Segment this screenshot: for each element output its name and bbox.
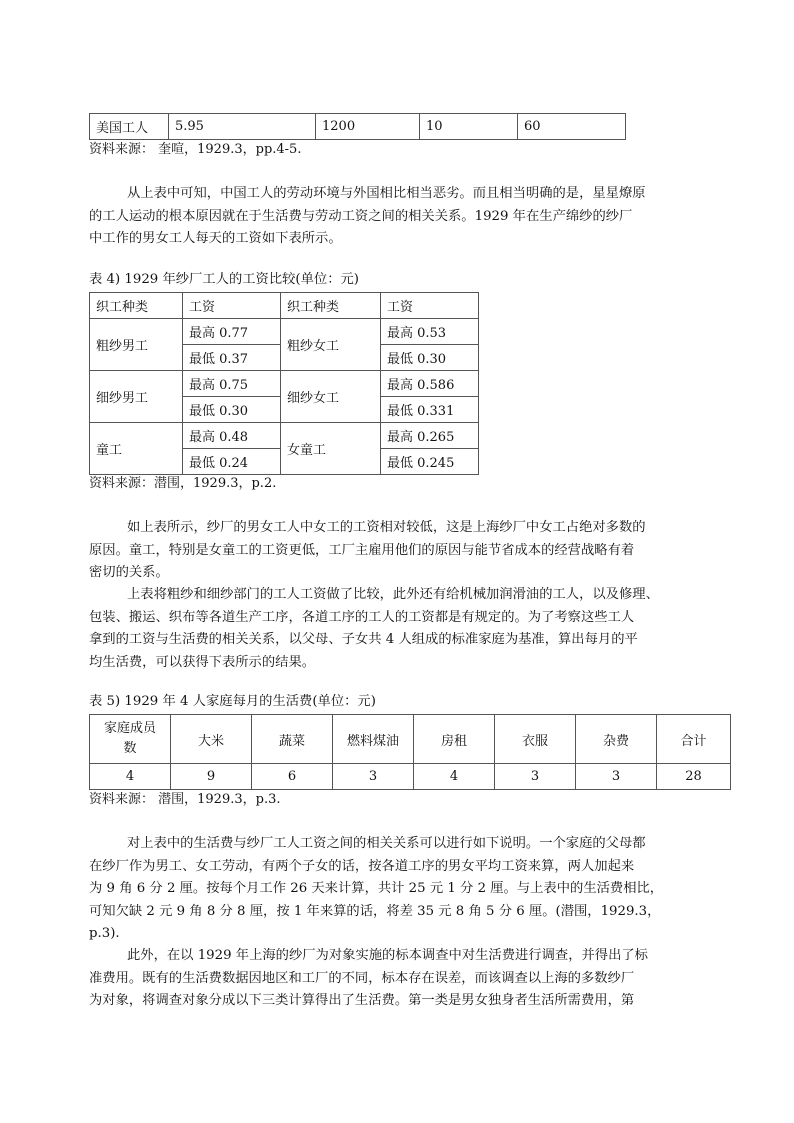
wage-comparison-table — [89, 292, 479, 475]
value-cell: 3 — [333, 764, 414, 790]
table-row — [90, 764, 731, 790]
worker-type-cell: 粗纱男工 — [90, 319, 183, 371]
paragraph-line: 对上表中的生活费与纱厂工人工资之间的相关关系可以进行如下说明。一个家庭的父母都 — [127, 836, 646, 851]
paragraph-line: 准费用。既有的生活费数据因地区和工厂的不同，标本存在误差，而该调查以上海的多数纱厂 — [89, 970, 635, 986]
header-cell: 工资 — [381, 293, 479, 319]
paragraph-line: 从上表中可知，中国工人的劳动环境与外国相比相当恶劣。而且相当明确的是，星星燎原 — [127, 186, 646, 201]
wage-cell: 最高 0.77 — [183, 319, 281, 345]
header-cell: 合计 — [657, 715, 731, 764]
wage-cell: 最低 0.245 — [381, 449, 479, 475]
wage-cell: 最高 0.75 — [183, 371, 281, 397]
header-line: 数 — [123, 741, 137, 756]
table-source: 资料来源： 潜围，1929.3，p.3. — [89, 792, 281, 807]
paragraph — [89, 584, 699, 674]
paragraph-line: 为对象，将调查对象分成以下三类计算得出了生活费。第一类是男女独身者生活所需费用，第 — [89, 993, 635, 1008]
wage-cell: 最低 0.331 — [381, 397, 479, 423]
table-cell: 60 — [518, 114, 626, 140]
table-row — [90, 371, 479, 397]
living-cost-table — [89, 714, 731, 790]
wage-cell: 最低 0.30 — [381, 345, 479, 371]
wage-cell: 最高 0.48 — [183, 423, 281, 449]
paragraph-line: 密切的关系。 — [89, 565, 169, 580]
paragraph — [89, 517, 699, 585]
paragraph-line: 如上表所示，纱厂的男女工人中女工的工资相对较低，这是上海纱厂中女工占绝对多数的 — [127, 520, 646, 535]
table-row — [90, 423, 479, 449]
value-cell: 3 — [495, 764, 576, 790]
wage-cell: 最高 0.53 — [381, 319, 479, 345]
header-cell: 织工种类 — [281, 293, 381, 319]
table-cell: 5.95 — [169, 114, 316, 140]
header-cell: 房租 — [414, 715, 495, 764]
wage-cell: 最高 0.265 — [381, 423, 479, 449]
worker-type-cell: 细纱男工 — [90, 371, 183, 423]
table-row — [90, 319, 479, 345]
header-cell — [90, 715, 171, 764]
paragraph-line: 为 9 角 6 分 2 厘。按每个月工作 26 天来计算，共计 25 元 1 分 2 厘。与上表中的生活费相比， — [89, 881, 664, 896]
paragraph-line: 此外，在以 1929 年上海的纱厂为对象实施的标本调查中对生活费进行调查，并得出了标 — [127, 948, 648, 963]
header-cell: 大米 — [171, 715, 252, 764]
table-cell: 美国工人 — [90, 114, 169, 140]
header-cell: 蔬菜 — [252, 715, 333, 764]
paragraph-line: 可知欠缺 2 元 9 角 8 分 8 厘，按 1 年来算的话，将差 35 元 8 角 5 分 6 厘。(潜围，1929.3， — [89, 903, 661, 919]
header-line: 家庭成员 — [103, 721, 156, 736]
value-cell: 6 — [252, 764, 333, 790]
header-cell: 燃料煤油 — [333, 715, 414, 764]
wage-cell: 最高 0.586 — [381, 371, 479, 397]
comparison-table-tail — [89, 113, 626, 140]
header-cell: 杂费 — [576, 715, 657, 764]
table-source: 资料来源：潜围，1929.3，p.2. — [89, 476, 277, 491]
wage-cell: 最低 0.37 — [183, 345, 281, 371]
paragraph-line: 在纱厂作为男工、女工劳动，有两个子女的话，按各道工序的男女平均工资来算，两人加起来 — [89, 858, 635, 874]
table-source: 资料来源： 奎喧，1929.3，pp.4-5. — [89, 142, 302, 157]
header-cell: 工资 — [183, 293, 281, 319]
value-cell: 3 — [576, 764, 657, 790]
paragraph-line: 拿到的工资与生活费的相关关系，以父母、子女共 4 人组成的标准家庭为基准，算出每月的平 — [89, 632, 638, 647]
paragraph — [89, 945, 699, 1013]
table-header-row — [90, 715, 731, 764]
worker-type-cell: 细纱女工 — [281, 371, 381, 423]
table-caption: 表 5) 1929 年 4 人家庭每月的生活费(单位：元) — [89, 694, 376, 709]
paragraph-line: 上表将粗纱和细纱部门的工人工资做了比较，此外还有给机械加润滑油的工人，以及修理、 — [127, 587, 659, 602]
wage-cell: 最低 0.24 — [183, 449, 281, 475]
table-header-row — [90, 293, 479, 319]
paragraph — [89, 833, 699, 946]
worker-type-cell: 粗纱女工 — [281, 319, 381, 371]
worker-type-cell: 童工 — [90, 423, 183, 475]
value-cell: 4 — [414, 764, 495, 790]
value-cell: 4 — [90, 764, 171, 790]
table-cell: 10 — [420, 114, 518, 140]
paragraph-line: 均生活费，可以获得下表所示的结果。 — [89, 654, 316, 670]
value-cell: 28 — [657, 764, 731, 790]
value-cell: 9 — [171, 764, 252, 790]
table-row — [90, 114, 626, 140]
table-caption: 表 4) 1929 年纱厂工人的工资比较(单位：元) — [89, 272, 359, 287]
header-cell: 衣服 — [495, 715, 576, 764]
paragraph-line: 包装、搬运、织布等各道生产工序，各道工序的工人的工资都是有规定的。为了考察这些工人 — [89, 609, 635, 625]
paragraph-line: p.3). — [89, 926, 120, 941]
paragraph — [89, 183, 699, 251]
wage-cell: 最低 0.30 — [183, 397, 281, 423]
paragraph-line: 的工人运动的根本原因就在于生活费与劳动工资之间的相关关系。1929 年在生产绵纱的纱厂 — [89, 208, 633, 224]
worker-type-cell: 女童工 — [281, 423, 381, 475]
table-cell: 1200 — [316, 114, 420, 140]
header-cell: 织工种类 — [90, 293, 183, 319]
paragraph-line: 原因。童工，特别是女童工的工资更低，工厂主雇用他们的原因与能节省成本的经营战略有着 — [89, 542, 635, 558]
paragraph-line: 中工作的男女工人每天的工资如下表所示。 — [89, 231, 342, 246]
